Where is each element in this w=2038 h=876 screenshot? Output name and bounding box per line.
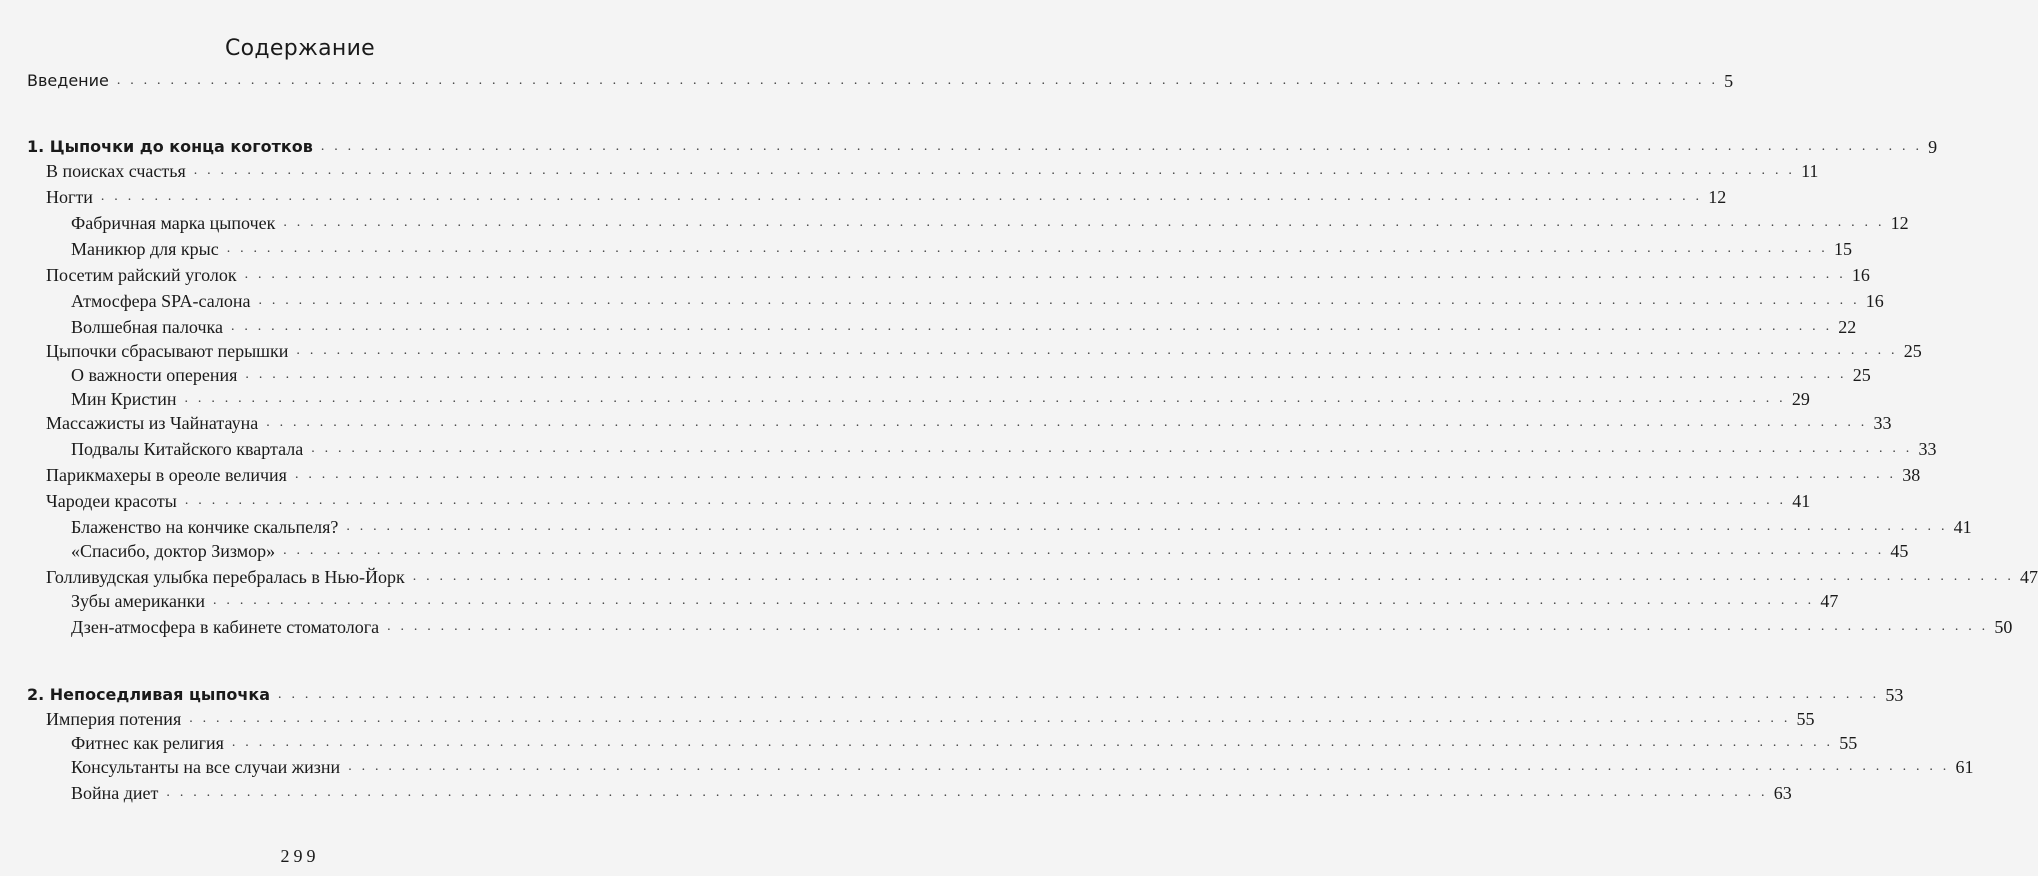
toc-entry[interactable] xyxy=(46,262,1870,286)
dot-leader: . . . . . . . . . . . . . . . . . . . . . . . . . . . . . . . . . . . . . . . . . . . . . . . . . . . . . . . . . . . . . . . . . . . . . . . . . . . . . . . . . . . . . . . . . . . . . . . . . . . . . . . . . . . . . . . . . . . . . . . . xyxy=(258,293,1860,308)
dot-leader: . . . . . . . . . . . . . . . . . . . . . . . . . . . . . . . . . . . . . . . . . . . . . . . . . . . . . . . . . . . . . . . . . . . . . . . . . . . . . . . . . . . . . . . . . . . . . . . . . . . . . . . . . . . . . . . . . . . . . . . . xyxy=(184,391,1786,406)
toc-entry-page: 11 xyxy=(1801,161,1819,181)
toc-entry-page: 12 xyxy=(1708,187,1727,207)
toc-entry-title: Фабричная марка цыпочек xyxy=(71,213,276,233)
toc-entry[interactable] xyxy=(46,410,1892,434)
dot-leader: . . . . . . . . . . . . . . . . . . . . . . . . . . . . . . . . . . . . . . . . . . . . . . . . . . . . . . . . . . . . . . . . . . . . . . . . . . . . . . . . . . . . . . . . . . . . . . . . . . . . . . . . . . . . . . . . . . . . . . . . xyxy=(278,687,1880,702)
toc-entry-title: Цыпочки сбрасывают перышки xyxy=(46,341,289,361)
toc-entry[interactable] xyxy=(71,730,1858,754)
toc-entry-page: 38 xyxy=(1902,465,1921,485)
toc-entry-title: 1. Цыпочки до конца коготков xyxy=(27,137,313,156)
toc-entry[interactable] xyxy=(46,462,1921,486)
toc-entry-page: 33 xyxy=(1918,439,1937,459)
toc-entry-page: 41 xyxy=(1792,491,1811,511)
dot-leader: . . . . . . . . . . . . . . . . . . . . . . . . . . . . . . . . . . . . . . . . . . . . . . . . . . . . . . . . . . . . . . . . . . . . . . . . . . . . . . . . . . . . . . . . . . . . . . . . . . . . . . . . . . . . . . . . . . . . . . . . xyxy=(189,711,1791,726)
page-number: 299 xyxy=(280,846,320,866)
dot-leader: . . . . . . . . . . . . . . . . . . . . . . . . . . . . . . . . . . . . . . . . . . . . . . . . . . . . . . . . . . . . . . . . . . . . . . . . . . . . . . . . . . . . . . . . . . . . . . . . . . . . . . . . . . . . . . . . . . . . . . . . xyxy=(311,441,1913,456)
toc-entry[interactable] xyxy=(46,564,2038,588)
toc-entry-page: 55 xyxy=(1839,733,1858,753)
toc-entry-page: 63 xyxy=(1773,783,1792,803)
toc-entry-page: 9 xyxy=(1928,137,1938,157)
dot-leader: . . . . . . . . . . . . . . . . . . . . . . . . . . . . . . . . . . . . . . . . . . . . . . . . . . . . . . . . . . . . . . . . . . . . . . . . . . . . . . . . . . . . . . . . . . . . . . . . . . . . . . . . . . . . . . . . . . . . . . . . xyxy=(346,519,1948,534)
dot-leader: . . . . . . . . . . . . . . . . . . . . . . . . . . . . . . . . . . . . . . . . . . . . . . . . . . . . . . . . . . . . . . . . . . . . . . . . . . . . . . . . . . . . . . . . . . . . . . . . . . . . . . . . . . . . . . . . . . . . . . . . xyxy=(231,735,1834,750)
dot-leader: . . . . . . . . . . . . . . . . . . . . . . . . . . . . . . . . . . . . . . . . . . . . . . . . . . . . . . . . . . . . . . . . . . . . . . . . . . . . . . . . . . . . . . . . . . . . . . . . . . . . . . . . . . . . . . . . . . . . . . . . xyxy=(193,163,1796,178)
toc-entry[interactable] xyxy=(71,780,1792,804)
toc-entry-title: Мин Кристин xyxy=(71,389,177,409)
toc-entry[interactable] xyxy=(71,314,1857,338)
toc-entry[interactable] xyxy=(71,386,1810,410)
toc-entry[interactable] xyxy=(46,706,1815,730)
dot-leader: . . . . . . . . . . . . . . . . . . . . . . . . . . . . . . . . . . . . . . . . . . . . . . . . . . . . . . . . . . . . . . . . . . . . . . . . . . . . . . . . . . . . . . . . . . . . . . . . . . . . . . . . . . . . . . . . . . . . . . . . xyxy=(116,73,1719,88)
toc-entry-title: Массажисты из Чайнатауна xyxy=(46,413,259,433)
toc-entry-title: Введение xyxy=(27,71,109,90)
toc-entry-title: «Спасибо, доктор Зизмор» xyxy=(71,541,276,561)
toc-entry[interactable] xyxy=(71,436,1937,460)
toc-entry[interactable] xyxy=(27,68,1734,92)
dot-leader: . . . . . . . . . . . . . . . . . . . . . . . . . . . . . . . . . . . . . . . . . . . . . . . . . . . . . . . . . . . . . . . . . . . . . . . . . . . . . . . . . . . . . . . . . . . . . . . . . . . . . . . . . . . . . . . . . . . . . . . . xyxy=(283,543,1885,558)
page-title: Содержание xyxy=(224,36,376,61)
dot-leader: . . . . . . . . . . . . . . . . . . . . . . . . . . . . . . . . . . . . . . . . . . . . . . . . . . . . . . . . . . . . . . . . . . . . . . . . . . . . . . . . . . . . . . . . . . . . . . . . . . . . . . . . . . . . . . . . . . . . . . . . xyxy=(100,189,1703,204)
dot-leader: . . . . . . . . . . . . . . . . . . . . . . . . . . . . . . . . . . . . . . . . . . . . . . . . . . . . . . . . . . . . . . . . . . . . . . . . . . . . . . . . . . . . . . . . . . . . . . . . . . . . . . . . . . . . . . . . . . . . . . . . xyxy=(412,569,2015,584)
toc-entry[interactable] xyxy=(71,614,2013,638)
dot-leader: . . . . . . . . . . . . . . . . . . . . . . . . . . . . . . . . . . . . . . . . . . . . . . . . . . . . . . . . . . . . . . . . . . . . . . . . . . . . . . . . . . . . . . . . . . . . . . . . . . . . . . . . . . . . . . . . . . . . . . . . xyxy=(245,367,1847,382)
toc-entry[interactable] xyxy=(71,514,1972,538)
toc-entry-page: 22 xyxy=(1838,317,1857,337)
toc-entry-page: 5 xyxy=(1724,71,1734,91)
toc-entry-title: Посетим райский уголок xyxy=(46,265,237,285)
toc-entry[interactable] xyxy=(71,236,1853,260)
toc-entry-title: Атмосфера SPA-салона xyxy=(71,291,251,311)
dot-leader: . . . . . . . . . . . . . . . . . . . . . . . . . . . . . . . . . . . . . . . . . . . . . . . . . . . . . . . . . . . . . . . . . . . . . . . . . . . . . . . . . . . . . . . . . . . . . . . . . . . . . . . . . . . . . . . . . . . . . . . . xyxy=(166,785,1768,800)
toc-entry-title: Фитнес как религия xyxy=(71,733,224,753)
dot-leader: . . . . . . . . . . . . . . . . . . . . . . . . . . . . . . . . . . . . . . . . . . . . . . . . . . . . . . . . . . . . . . . . . . . . . . . . . . . . . . . . . . . . . . . . . . . . . . . . . . . . . . . . . . . . . . . . . . . . . . . . xyxy=(348,759,1950,774)
toc-entry-title: Консультанты на все случаи жизни xyxy=(71,757,341,777)
dot-leader: . . . . . . . . . . . . . . . . . . . . . . . . . . . . . . . . . . . . . . . . . . . . . . . . . . . . . . . . . . . . . . . . . . . . . . . . . . . . . . . . . . . . . . . . . . . . . . . . . . . . . . . . . . . . . . . . . . . . . . . . xyxy=(230,319,1833,334)
toc-entry[interactable] xyxy=(46,338,1922,362)
dot-leader: . . . . . . . . . . . . . . . . . . . . . . . . . . . . . . . . . . . . . . . . . . . . . . . . . . . . . . . . . . . . . . . . . . . . . . . . . . . . . . . . . . . . . . . . . . . . . . . . . . . . . . . . . . . . . . . . . . . . . . . . xyxy=(213,593,1815,608)
dot-leader: . . . . . . . . . . . . . . . . . . . . . . . . . . . . . . . . . . . . . . . . . . . . . . . . . . . . . . . . . . . . . . . . . . . . . . . . . . . . . . . . . . . . . . . . . . . . . . . . . . . . . . . . . . . . . . . . . . . . . . . . xyxy=(387,619,1989,634)
dot-leader: . . . . . . . . . . . . . . . . . . . . . . . . . . . . . . . . . . . . . . . . . . . . . . . . . . . . . . . . . . . . . . . . . . . . . . . . . . . . . . . . . . . . . . . . . . . . . . . . . . . . . . . . . . . . . . . . . . . . . . . . xyxy=(296,343,1898,358)
dot-leader: . . . . . . . . . . . . . . . . . . . . . . . . . . . . . . . . . . . . . . . . . . . . . . . . . . . . . . . . . . . . . . . . . . . . . . . . . . . . . . . . . . . . . . . . . . . . . . . . . . . . . . . . . . . . . . . . . . . . . . . . xyxy=(184,493,1787,508)
toc-entry-title: Маникюр для крыс xyxy=(71,239,219,259)
toc-entry-title: Империя потения xyxy=(46,709,182,729)
toc-entry-title: Голливудская улыбка перебралась в Нью-Йорк xyxy=(46,567,405,587)
toc-entry-page: 16 xyxy=(1851,265,1870,285)
toc-entry-title: Волшебная палочка xyxy=(71,317,223,337)
toc-entry[interactable] xyxy=(71,538,1909,562)
dot-leader: . . . . . . . . . . . . . . . . . . . . . . . . . . . . . . . . . . . . . . . . . . . . . . . . . . . . . . . . . . . . . . . . . . . . . . . . . . . . . . . . . . . . . . . . . . . . . . . . . . . . . . . . . . . . . . . . . . . . . . . . xyxy=(244,267,1846,282)
toc-chapter[interactable] xyxy=(27,134,1938,158)
toc-entry[interactable] xyxy=(71,588,1839,612)
toc-entry-title: Зубы американки xyxy=(71,591,206,611)
toc-entry-page: 47 xyxy=(2020,567,2038,587)
toc-entry[interactable] xyxy=(46,488,1811,512)
toc-entry-page: 55 xyxy=(1796,709,1815,729)
toc-entry[interactable] xyxy=(46,184,1727,208)
toc-entry-title: Блаженство на кончике скальпеля? xyxy=(71,517,339,537)
toc-entry-page: 33 xyxy=(1873,413,1892,433)
toc-entry-title: В поисках счастья xyxy=(46,161,186,181)
dot-leader: . . . . . . . . . . . . . . . . . . . . . . . . . . . . . . . . . . . . . . . . . . . . . . . . . . . . . . . . . . . . . . . . . . . . . . . . . . . . . . . . . . . . . . . . . . . . . . . . . . . . . . . . . . . . . . . . . . . . . . . . xyxy=(283,215,1885,230)
toc-entry[interactable] xyxy=(71,754,1974,778)
toc-entry-page: 50 xyxy=(1994,617,2013,637)
toc-entry-page: 41 xyxy=(1953,517,1972,537)
toc-entry-title: Война диет xyxy=(71,783,159,803)
toc-entry-page: 61 xyxy=(1955,757,1974,777)
toc-entry-page: 45 xyxy=(1890,541,1909,561)
toc-entry-title: Парикмахеры в ореоле величия xyxy=(46,465,287,485)
toc-entry-page: 25 xyxy=(1852,365,1871,385)
toc-entry-title: Чародеи красоты xyxy=(46,491,177,511)
toc-entry-page: 12 xyxy=(1890,213,1909,233)
toc-entry[interactable] xyxy=(71,362,1871,386)
dot-leader: . . . . . . . . . . . . . . . . . . . . . . . . . . . . . . . . . . . . . . . . . . . . . . . . . . . . . . . . . . . . . . . . . . . . . . . . . . . . . . . . . . . . . . . . . . . . . . . . . . . . . . . . . . . . . . . . . . . . . . . . xyxy=(226,241,1829,256)
toc-entry-page: 47 xyxy=(1820,591,1839,611)
toc-entry-title: Ногти xyxy=(46,187,93,207)
toc-entry-page: 29 xyxy=(1791,389,1810,409)
toc-entry-page: 15 xyxy=(1834,239,1853,259)
dot-leader: . . . . . . . . . . . . . . . . . . . . . . . . . . . . . . . . . . . . . . . . . . . . . . . . . . . . . . . . . . . . . . . . . . . . . . . . . . . . . . . . . . . . . . . . . . . . . . . . . . . . . . . . . . . . . . . . . . . . . . . . xyxy=(294,467,1897,482)
toc-entry-title: Дзен-атмосфера в кабинете стоматолога xyxy=(71,617,380,637)
toc-entry-page: 25 xyxy=(1903,341,1922,361)
dot-leader: . . . . . . . . . . . . . . . . . . . . . . . . . . . . . . . . . . . . . . . . . . . . . . . . . . . . . . . . . . . . . . . . . . . . . . . . . . . . . . . . . . . . . . . . . . . . . . . . . . . . . . . . . . . . . . . . . . . . . . . . xyxy=(320,139,1923,154)
toc-entry[interactable] xyxy=(46,158,1819,182)
toc-entry[interactable] xyxy=(71,210,1909,234)
toc-entry-title: Подвалы Китайского квартала xyxy=(71,439,304,459)
toc-entry-page: 16 xyxy=(1865,291,1884,311)
toc-entry-title: 2. Непоседливая цыпочка xyxy=(27,685,271,704)
toc-entry[interactable] xyxy=(71,288,1884,312)
toc-entry-title: О важности оперения xyxy=(71,365,238,385)
toc-entry-page: 53 xyxy=(1885,685,1904,705)
dot-leader: . . . . . . . . . . . . . . . . . . . . . . . . . . . . . . . . . . . . . . . . . . . . . . . . . . . . . . . . . . . . . . . . . . . . . . . . . . . . . . . . . . . . . . . . . . . . . . . . . . . . . . . . . . . . . . . . . . . . . . . . xyxy=(266,415,1868,430)
toc-chapter[interactable] xyxy=(27,682,1904,706)
